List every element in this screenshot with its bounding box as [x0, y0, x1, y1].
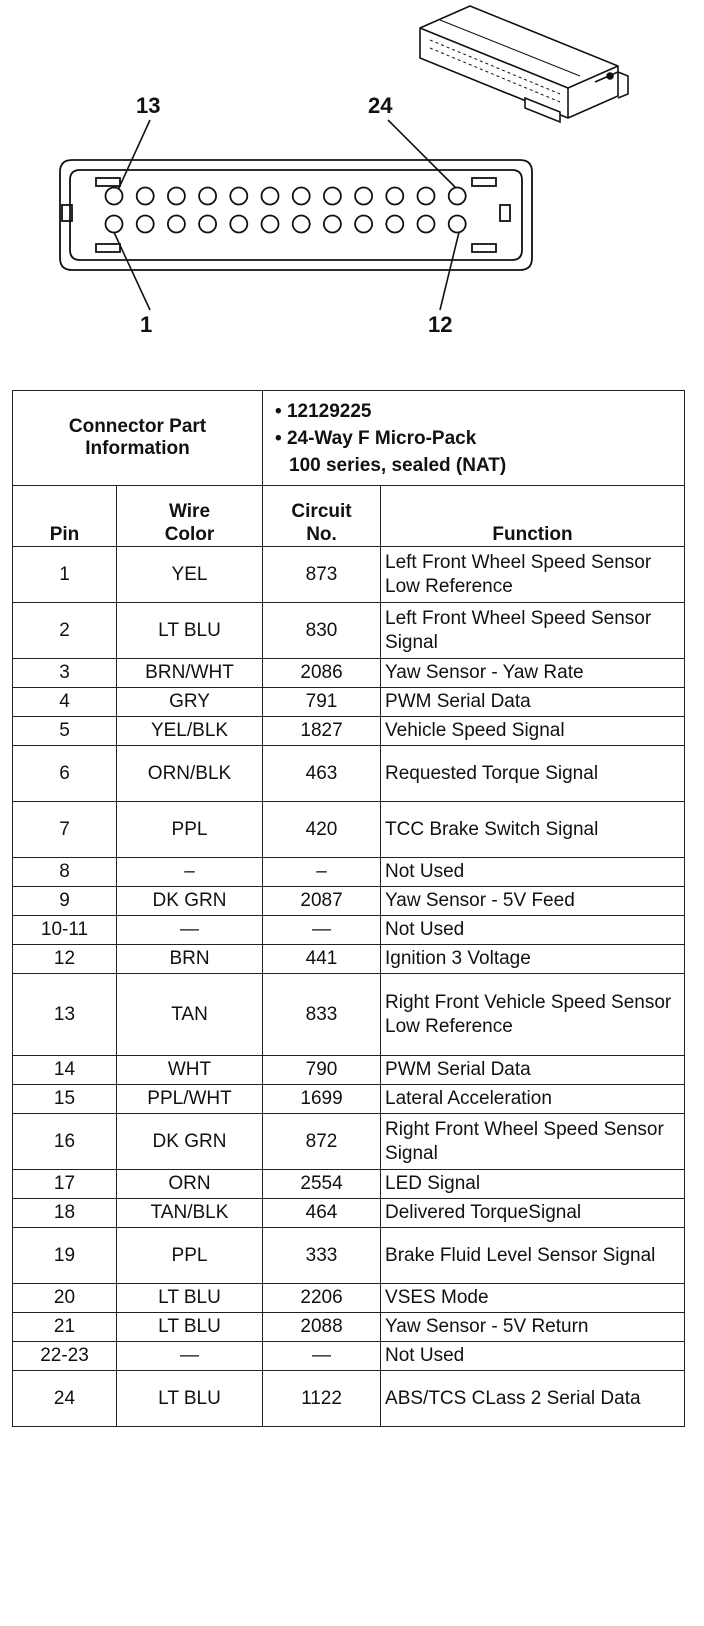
- table-row: [13, 1284, 685, 1313]
- pin-24-label: 24: [368, 93, 393, 118]
- pin-cell: 22-23: [13, 1342, 117, 1371]
- pin-cell: 15: [13, 1085, 117, 1114]
- function-cell: Left Front Wheel Speed Sensor Signal: [381, 603, 685, 659]
- col-function: Function: [381, 486, 685, 547]
- pin-hole: [168, 188, 185, 205]
- function-cell: Not Used: [381, 1342, 685, 1371]
- wire-color-cell: –: [117, 858, 263, 887]
- connector-3d-illustration: [420, 6, 628, 122]
- pin-hole: [262, 216, 279, 233]
- table-row: [13, 603, 685, 659]
- pin-cell: 10-11: [13, 916, 117, 945]
- wire-color-cell: GRY: [117, 688, 263, 717]
- pin-cell: 16: [13, 1114, 117, 1170]
- table-row: [13, 887, 685, 916]
- function-cell: Vehicle Speed Signal: [381, 717, 685, 746]
- connector-diagram: [0, 0, 704, 370]
- table-row: [13, 916, 685, 945]
- circuit-cell: 420: [263, 802, 381, 858]
- pin-cell: 21: [13, 1313, 117, 1342]
- function-cell: Delivered TorqueSignal: [381, 1199, 685, 1228]
- pin-hole: [293, 188, 310, 205]
- table-row: [13, 1056, 685, 1085]
- pin-hole: [106, 188, 123, 205]
- wire-color-cell: —: [117, 1342, 263, 1371]
- pin-hole: [449, 188, 466, 205]
- circuit-cell: 333: [263, 1228, 381, 1284]
- pin-1-label: 1: [140, 312, 153, 337]
- circuit-cell: 1827: [263, 717, 381, 746]
- circuit-cell: 2554: [263, 1170, 381, 1199]
- table-row: [13, 659, 685, 688]
- pin-hole: [386, 216, 403, 233]
- pin-cell: 1: [13, 547, 117, 603]
- circuit-cell: 441: [263, 945, 381, 974]
- pin-cell: 3: [13, 659, 117, 688]
- wire-color-cell: ORN: [117, 1170, 263, 1199]
- circuit-cell: 463: [263, 746, 381, 802]
- pin-cell: 4: [13, 688, 117, 717]
- function-cell: Not Used: [381, 916, 685, 945]
- pin-cell: 9: [13, 887, 117, 916]
- connector-description-2: 100 series, sealed (NAT): [289, 454, 507, 476]
- pin-hole: [355, 216, 372, 233]
- pin-cell: 5: [13, 717, 117, 746]
- pinout-table: [12, 390, 685, 1427]
- function-cell: Ignition 3 Voltage: [381, 945, 685, 974]
- pin-12-label: 12: [428, 312, 453, 337]
- table-row: [13, 1114, 685, 1170]
- pinout-rows: [13, 547, 685, 1427]
- circuit-cell: 790: [263, 1056, 381, 1085]
- pin-cell: 17: [13, 1170, 117, 1199]
- table-row: [13, 1199, 685, 1228]
- pin-hole: [230, 188, 247, 205]
- circuit-cell: 873: [263, 547, 381, 603]
- header-row: [13, 486, 685, 547]
- wire-color-cell: DK GRN: [117, 1114, 263, 1170]
- wire-color-cell: LT BLU: [117, 603, 263, 659]
- function-cell: Left Front Wheel Speed Sensor Low Reference: [381, 547, 685, 603]
- circuit-cell: 2086: [263, 659, 381, 688]
- table-row: [13, 547, 685, 603]
- connector-info-label: Connector Part Information: [13, 391, 263, 486]
- circuit-cell: 833: [263, 974, 381, 1056]
- circuit-cell: 2206: [263, 1284, 381, 1313]
- pin-hole: [418, 216, 435, 233]
- function-cell: PWM Serial Data: [381, 1056, 685, 1085]
- table-row: [13, 1228, 685, 1284]
- pin-cell: 20: [13, 1284, 117, 1313]
- pin-hole: [199, 216, 216, 233]
- pin-hole: [262, 188, 279, 205]
- wire-color-cell: TAN: [117, 974, 263, 1056]
- wire-color-cell: PPL: [117, 1228, 263, 1284]
- pin-cell: 18: [13, 1199, 117, 1228]
- function-cell: Brake Fluid Level Sensor Signal: [381, 1228, 685, 1284]
- wire-color-cell: LT BLU: [117, 1313, 263, 1342]
- pin-hole: [168, 216, 185, 233]
- pin-cell: 6: [13, 746, 117, 802]
- wire-color-cell: BRN: [117, 945, 263, 974]
- table-row: [13, 717, 685, 746]
- pin-13-label: 13: [136, 93, 161, 118]
- connector-face: [60, 160, 532, 270]
- pin-hole: [106, 216, 123, 233]
- function-cell: Not Used: [381, 858, 685, 887]
- function-cell: Lateral Acceleration: [381, 1085, 685, 1114]
- function-cell: Requested Torque Signal: [381, 746, 685, 802]
- pin-cell: 19: [13, 1228, 117, 1284]
- wire-color-cell: ORN/BLK: [117, 746, 263, 802]
- function-cell: Yaw Sensor - 5V Feed: [381, 887, 685, 916]
- table-row: [13, 802, 685, 858]
- wire-color-cell: LT BLU: [117, 1371, 263, 1427]
- pin-hole: [293, 216, 310, 233]
- pin-cell: 24: [13, 1371, 117, 1427]
- part-number: • 12129225: [275, 400, 372, 422]
- wire-color-cell: WHT: [117, 1056, 263, 1085]
- pin-cell: 12: [13, 945, 117, 974]
- pin-hole: [418, 188, 435, 205]
- table-row: [13, 1371, 685, 1427]
- circuit-cell: 464: [263, 1199, 381, 1228]
- circuit-cell: 1122: [263, 1371, 381, 1427]
- wire-color-cell: PPL/WHT: [117, 1085, 263, 1114]
- col-pin: Pin: [13, 486, 117, 547]
- wire-color-cell: PPL: [117, 802, 263, 858]
- pin-hole: [230, 216, 247, 233]
- circuit-cell: 1699: [263, 1085, 381, 1114]
- function-cell: LED Signal: [381, 1170, 685, 1199]
- pin-hole: [137, 216, 154, 233]
- circuit-cell: 872: [263, 1114, 381, 1170]
- pin-holes: [106, 188, 466, 233]
- connector-info-row: [13, 391, 685, 486]
- pin-cell: 7: [13, 802, 117, 858]
- wire-color-cell: YEL: [117, 547, 263, 603]
- pin-cell: 14: [13, 1056, 117, 1085]
- table-row: [13, 1170, 685, 1199]
- circuit-cell: 791: [263, 688, 381, 717]
- table-row: [13, 1085, 685, 1114]
- leader-lines: [112, 120, 460, 310]
- pin-hole: [324, 188, 341, 205]
- table-row: [13, 746, 685, 802]
- wire-color-cell: YEL/BLK: [117, 717, 263, 746]
- table-row: [13, 974, 685, 1056]
- circuit-cell: 2088: [263, 1313, 381, 1342]
- function-cell: Yaw Sensor - 5V Return: [381, 1313, 685, 1342]
- circuit-cell: —: [263, 916, 381, 945]
- table-row: [13, 945, 685, 974]
- function-cell: Right Front Wheel Speed Sensor Signal: [381, 1114, 685, 1170]
- table-row: [13, 1313, 685, 1342]
- function-cell: Right Front Vehicle Speed Sensor Low Reference: [381, 974, 685, 1056]
- pin-hole: [449, 216, 466, 233]
- col-circuit: Circuit No.: [263, 486, 381, 547]
- wire-color-cell: —: [117, 916, 263, 945]
- wire-color-cell: TAN/BLK: [117, 1199, 263, 1228]
- connector-info-value: [263, 391, 685, 486]
- table-row: [13, 858, 685, 887]
- pin-hole: [386, 188, 403, 205]
- connector-description-1: • 24-Way F Micro-Pack: [275, 427, 477, 449]
- wire-color-cell: DK GRN: [117, 887, 263, 916]
- wire-color-cell: LT BLU: [117, 1284, 263, 1313]
- pin-cell: 2: [13, 603, 117, 659]
- circuit-cell: —: [263, 1342, 381, 1371]
- wire-color-cell: BRN/WHT: [117, 659, 263, 688]
- table-row: [13, 1342, 685, 1371]
- pin-cell: 8: [13, 858, 117, 887]
- function-cell: VSES Mode: [381, 1284, 685, 1313]
- pin-cell: 13: [13, 974, 117, 1056]
- pin-hole: [355, 188, 372, 205]
- function-cell: Yaw Sensor - Yaw Rate: [381, 659, 685, 688]
- circuit-cell: 830: [263, 603, 381, 659]
- circuit-cell: 2087: [263, 887, 381, 916]
- pin-hole: [199, 188, 216, 205]
- function-cell: ABS/TCS CLass 2 Serial Data: [381, 1371, 685, 1427]
- col-wire-color: Wire Color: [117, 486, 263, 547]
- circuit-cell: –: [263, 858, 381, 887]
- function-cell: PWM Serial Data: [381, 688, 685, 717]
- table-row: [13, 688, 685, 717]
- pin-hole: [324, 216, 341, 233]
- pin-hole: [137, 188, 154, 205]
- function-cell: TCC Brake Switch Signal: [381, 802, 685, 858]
